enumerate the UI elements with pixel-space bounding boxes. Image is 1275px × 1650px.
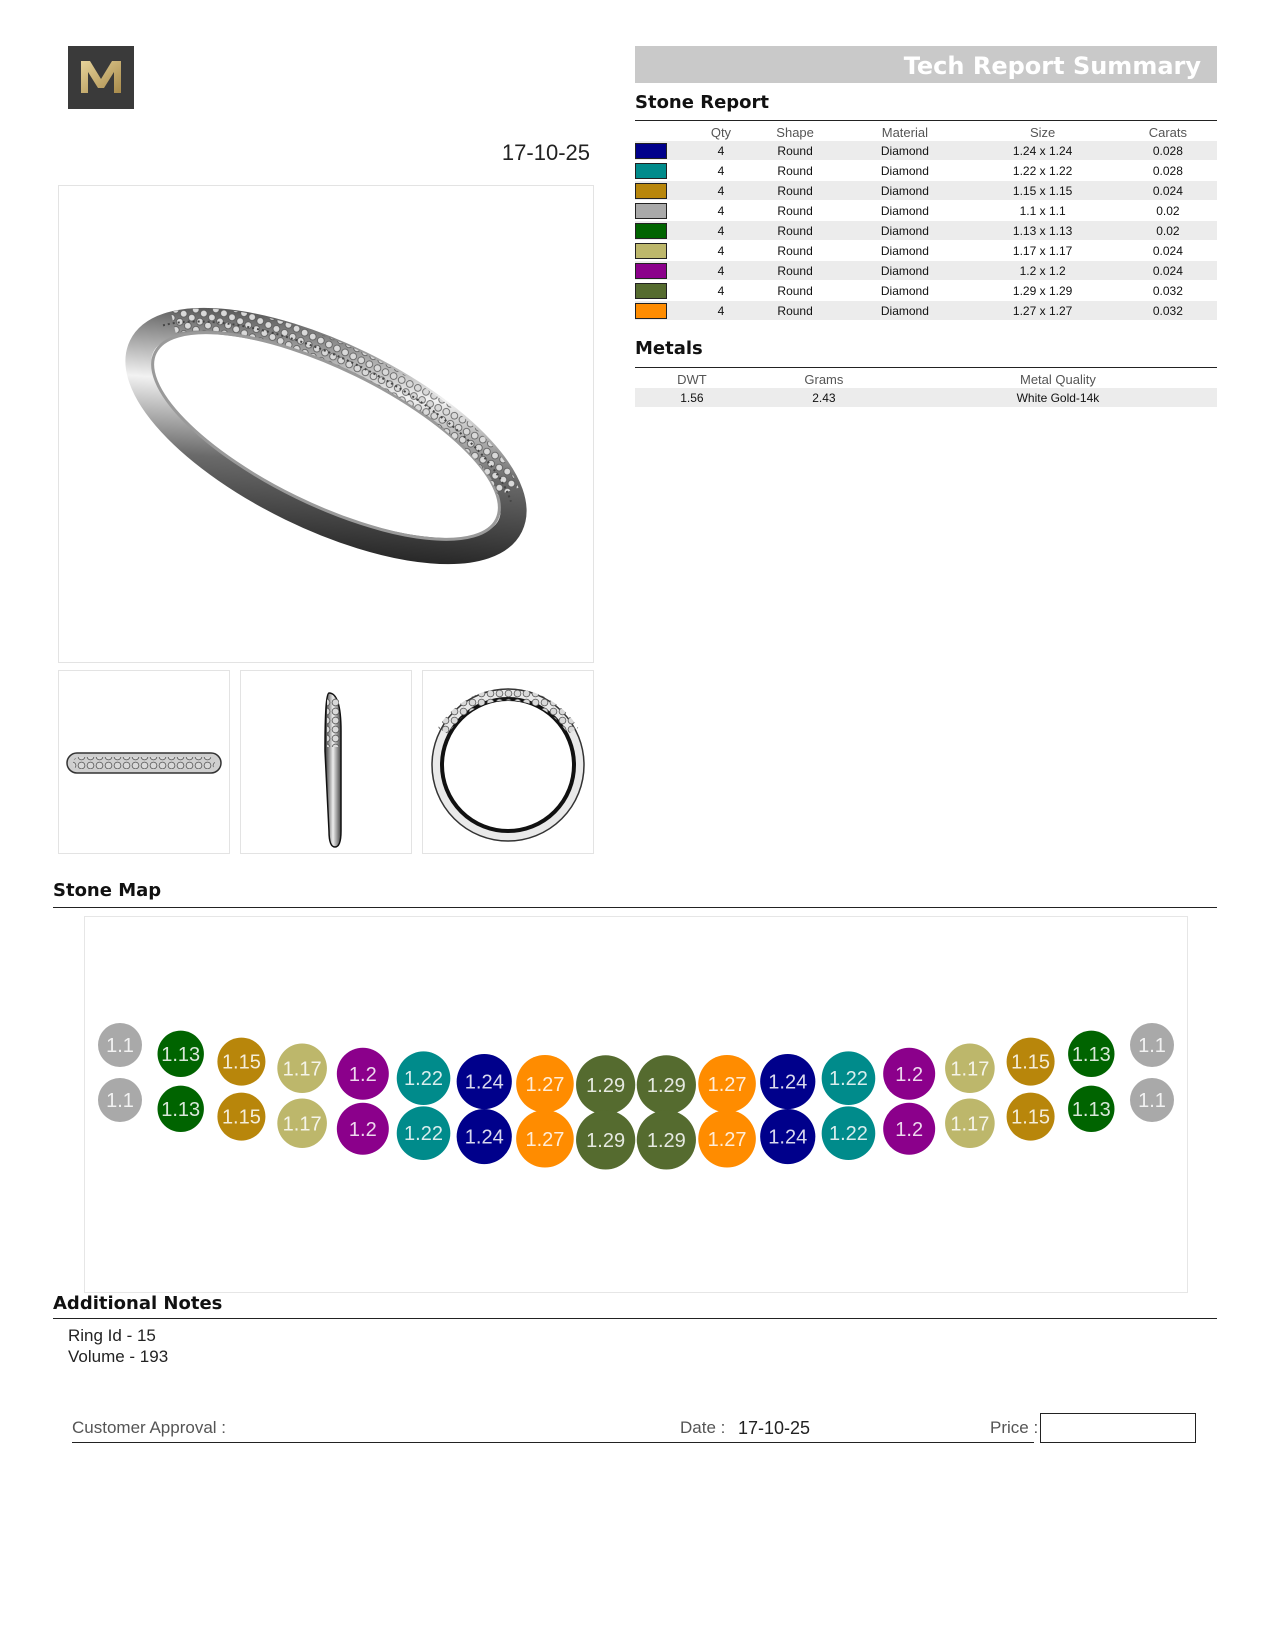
- stone-size-label: 1.2: [348, 1118, 377, 1141]
- stone-size-label: 1.29: [586, 1074, 626, 1097]
- stone-map: [84, 916, 1188, 1293]
- stone-size-label: 1.29: [646, 1129, 686, 1152]
- cell-size: 1.22 x 1.22: [1012, 163, 1073, 178]
- color-swatch-cell: [635, 201, 695, 221]
- stone-size-label: 1.1: [106, 1035, 134, 1057]
- cell-carats: 0.02: [1156, 203, 1180, 218]
- cell-size: 1.29 x 1.29: [1012, 283, 1073, 298]
- stone-size-label: 1.13: [1071, 1098, 1111, 1121]
- column-header: Grams: [804, 371, 844, 387]
- stone-size-label: 1.17: [950, 1113, 990, 1136]
- stone-size-label: 1.1: [106, 1090, 134, 1112]
- stone-size-label: 1.22: [404, 1068, 443, 1091]
- table-row: [635, 261, 1217, 281]
- stone-size-label: 1.24: [464, 1071, 504, 1094]
- cell-size: 1.27 x 1.27: [966, 301, 1118, 321]
- stone-size-label: 1.1: [1138, 1090, 1166, 1112]
- stone-size-label: 1.24: [768, 1126, 808, 1149]
- ring-side-view: [240, 670, 412, 854]
- cell-carats: 0.024: [1152, 243, 1183, 258]
- swatch-column-header: [635, 123, 695, 141]
- stone-size-label: 1.24: [768, 1071, 808, 1094]
- column-header: Metal Quality: [1020, 371, 1096, 387]
- cell-qty: 4: [695, 261, 747, 281]
- color-swatch-cell: [635, 221, 695, 241]
- stone-size-label: 1.2: [895, 1063, 924, 1086]
- stone-size-label: 1.22: [829, 1068, 868, 1091]
- cell-shape: Round: [747, 261, 843, 281]
- table-row: [635, 221, 1217, 241]
- stone-size-label: 1.15: [221, 1051, 261, 1074]
- price-label: Price :: [990, 1418, 1039, 1437]
- divider: [53, 1318, 1217, 1319]
- table-header-row: [635, 370, 1217, 388]
- stone-size-label: 1.29: [586, 1129, 626, 1152]
- stone-map-heading: Stone Map: [53, 880, 162, 901]
- cell-material: Diamond: [843, 181, 966, 201]
- metals-table: [635, 370, 1217, 407]
- column-header: DWT: [677, 371, 707, 387]
- cell-shape: Round: [777, 283, 813, 298]
- cell-qty: 4: [717, 283, 725, 298]
- cell-size: 1.17 x 1.17: [1012, 243, 1073, 258]
- cell-carats: 0.032: [1152, 283, 1183, 298]
- cell-material: Diamond: [843, 261, 966, 281]
- price-input-box[interactable]: [1040, 1413, 1196, 1443]
- stone-size-label: 1.2: [348, 1063, 377, 1086]
- color-swatch-cell: [635, 241, 695, 261]
- cell-shape: Round: [777, 203, 813, 218]
- cell-material: Diamond: [843, 221, 966, 241]
- color-swatch: [635, 183, 667, 199]
- table-row: [635, 241, 1217, 261]
- stone-size-label: 1.15: [1011, 1106, 1051, 1129]
- note-volume: Volume - 193: [68, 1347, 169, 1366]
- color-swatch: [635, 243, 667, 259]
- color-swatch-cell: [635, 181, 695, 201]
- stone-size-label: 1.27: [707, 1073, 747, 1096]
- stone-size-label: 1.13: [161, 1043, 201, 1066]
- approval-signature-line: [72, 1442, 1034, 1443]
- cell-carats: 0.028: [1119, 141, 1217, 161]
- stone-size-label: 1.22: [404, 1123, 443, 1146]
- cell-material: Diamond: [880, 283, 929, 298]
- cell-carats: 0.024: [1119, 261, 1217, 281]
- cell-qty: 4: [695, 181, 747, 201]
- cell-shape: Round: [747, 301, 843, 321]
- cell-size: 1.15 x 1.15: [966, 181, 1118, 201]
- report-date: 17-10-25: [501, 140, 590, 165]
- table-row: [635, 388, 1217, 407]
- cell-carats: 0.024: [1119, 181, 1217, 201]
- cell-carats: 0.028: [1152, 163, 1183, 178]
- stone-size-label: 1.1: [1138, 1035, 1166, 1057]
- stone-size-label: 1.17: [282, 1113, 322, 1136]
- color-swatch-cell: [635, 301, 695, 321]
- cell-shape: Round: [747, 141, 843, 161]
- table-row: [635, 161, 1217, 181]
- cell-qty: 4: [695, 141, 747, 161]
- color-swatch: [635, 143, 667, 159]
- color-swatch-cell: [635, 281, 695, 301]
- approval-date: 17-10-25: [738, 1418, 811, 1438]
- customer-approval-label: Customer Approval :: [72, 1418, 227, 1437]
- cell-size: 1.2 x 1.2: [966, 261, 1118, 281]
- company-logo: [68, 46, 134, 109]
- column-header: Size: [1029, 124, 1056, 140]
- divider: [635, 367, 1217, 368]
- stone-size-label: 1.27: [707, 1128, 747, 1151]
- cell-qty: 4: [717, 163, 725, 178]
- table-row: [635, 201, 1217, 221]
- cell-shape: Round: [747, 181, 843, 201]
- title-bar: [635, 46, 1217, 83]
- cell-shape: Round: [777, 243, 813, 258]
- divider: [53, 907, 1217, 908]
- color-swatch: [635, 303, 667, 319]
- cell-size: 1.1 x 1.1: [1019, 203, 1066, 218]
- column-header: Shape: [776, 124, 814, 140]
- stone-size-label: 1.29: [646, 1074, 686, 1097]
- table-row: [635, 281, 1217, 301]
- color-swatch-cell: [635, 261, 695, 281]
- date-label: Date :: [680, 1418, 726, 1437]
- cell-material: Diamond: [880, 203, 929, 218]
- color-swatch: [635, 223, 667, 239]
- cell-size: 1.13 x 1.13: [966, 221, 1118, 241]
- report-title: Tech Report Summary: [903, 52, 1201, 80]
- stone-size-label: 1.22: [829, 1123, 868, 1146]
- stone-report-heading: Stone Report: [635, 92, 770, 113]
- cell-qty: 4: [717, 203, 725, 218]
- ring-perspective-view: [58, 185, 594, 663]
- divider: [635, 120, 1217, 121]
- cell-material: Diamond: [880, 243, 929, 258]
- table-header-row: [635, 123, 1217, 141]
- color-swatch: [635, 203, 667, 219]
- cell-carats: 0.02: [1119, 221, 1217, 241]
- stone-size-label: 1.24: [464, 1126, 504, 1149]
- metal-quality: White Gold-14k: [899, 388, 1217, 407]
- ring-front-view: [422, 670, 594, 854]
- notes-heading: Additional Notes: [53, 1293, 223, 1314]
- cell-qty: 4: [695, 221, 747, 241]
- cell-carats: 0.032: [1119, 301, 1217, 321]
- color-swatch: [635, 263, 667, 279]
- cell-qty: 4: [717, 243, 725, 258]
- stone-table-body: [635, 141, 1217, 321]
- cell-qty: 4: [695, 301, 747, 321]
- column-header: Carats: [1148, 124, 1188, 140]
- stone-map-diagram: [85, 917, 1187, 1292]
- cell-shape: Round: [747, 221, 843, 241]
- color-swatch: [635, 163, 667, 179]
- table-row: [635, 181, 1217, 201]
- ring-top-view: [58, 670, 230, 854]
- stone-size-label: 1.13: [161, 1098, 201, 1121]
- note-ring-id: Ring Id - 15: [68, 1326, 156, 1345]
- stone-size-label: 1.2: [895, 1118, 924, 1141]
- color-swatch-cell: [635, 141, 695, 161]
- column-header: Qty: [710, 124, 732, 140]
- stone-size-label: 1.27: [525, 1073, 565, 1096]
- stone-report-table: [635, 123, 1217, 321]
- cell-material: Diamond: [843, 301, 966, 321]
- stone-size-label: 1.27: [525, 1128, 565, 1151]
- cell-material: Diamond: [843, 141, 966, 161]
- stone-size-label: 1.17: [282, 1058, 322, 1081]
- stone-size-label: 1.15: [221, 1106, 261, 1129]
- metal-dwt: 1.56: [635, 388, 749, 407]
- table-row: [635, 141, 1217, 161]
- color-swatch: [635, 283, 667, 299]
- metals-heading: Metals: [635, 338, 703, 359]
- stone-size-label: 1.15: [1011, 1051, 1051, 1074]
- cell-material: Diamond: [880, 163, 929, 178]
- stone-size-label: 1.17: [950, 1058, 990, 1081]
- table-row: [635, 301, 1217, 321]
- stone-size-label: 1.13: [1071, 1043, 1111, 1066]
- metal-grams: 2.43: [749, 388, 899, 407]
- column-header: Material: [881, 124, 928, 140]
- cell-size: 1.24 x 1.24: [966, 141, 1118, 161]
- color-swatch-cell: [635, 161, 695, 181]
- cell-shape: Round: [777, 163, 813, 178]
